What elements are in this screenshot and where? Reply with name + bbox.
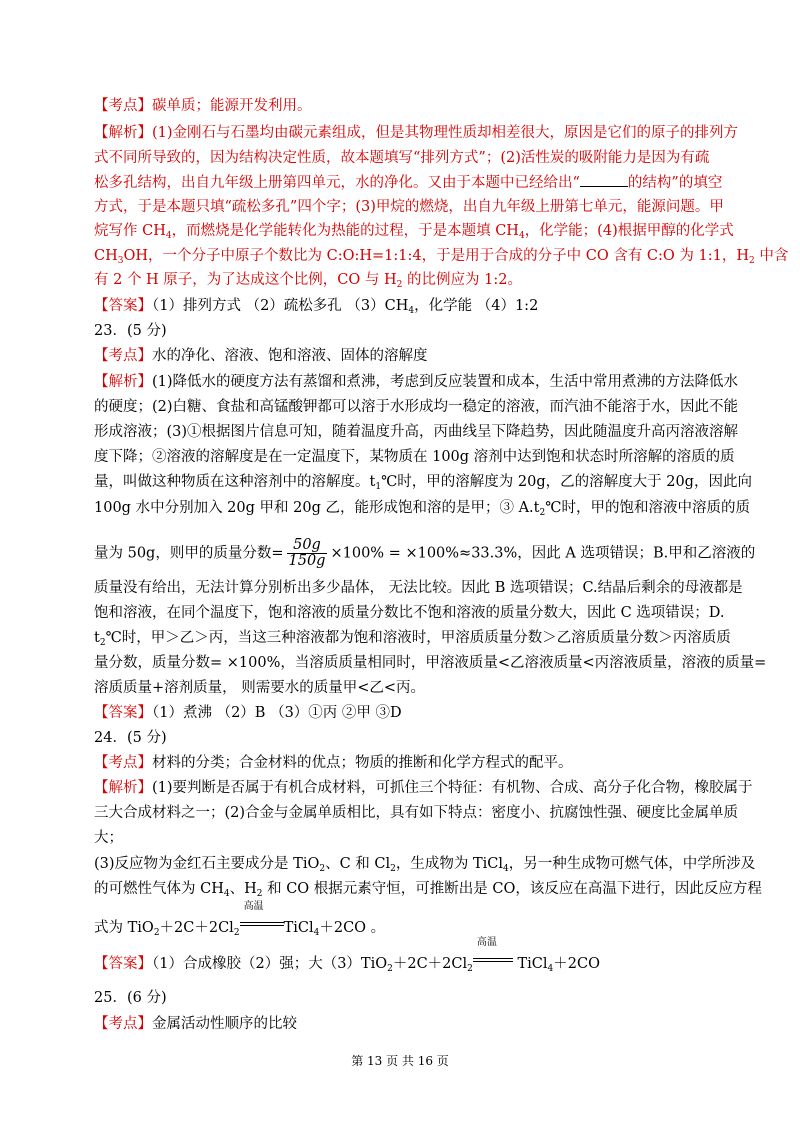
q23-jiexi-line: 饱和溶液，在同个温度下，饱和溶液的质量分数比不饱和溶液的质量分数大，因此 C 选项错误；D.: [94, 605, 725, 621]
q22-daan: 【答案】（1）排列方式 （2）疏松多孔 $(3)CH_4$，化学能 （4）1:2: [94, 298, 539, 316]
q23-jiexi-line: 【解析】(1)降低水的硬度方法有蒸馏和煮沸，考虑到反应装置和成本，生活中常用煮沸的方法降低水: [94, 374, 739, 390]
q22-jiexi-line: 松多孔结构，出自九年级上册第四单元，水的净化。又由于本题中已经给出“ 的结构”的填空: [94, 172, 722, 193]
q23-kaodian: 【考点】水的净化、溶液、饱和溶液、固体的溶解度: [94, 348, 428, 364]
q24-jiexi-equation: 式为 $TiO_2+2C+2Cl_2$ 高温 TiCl$_4$＋2CO 。: [94, 901, 386, 938]
reaction-condition: 高温: [240, 912, 284, 932]
reaction-condition: 高温: [473, 948, 513, 968]
q25-title: 25．(6 分): [94, 990, 167, 1006]
q23-jiexi-line: 量，叫做这种物质在这种溶剂中的溶解度。$t_1℃$时，甲的溶解度为 20g，乙的溶解度大于 20g，因此向: [94, 474, 752, 492]
q23-daan: 【答案】（1）煮沸 （2）B （3）①丙 ②甲 ③D: [94, 705, 402, 721]
q22-jiexi-line: 【解析】(1)金刚石与石墨均由碳元素组成，但是其物理性质却相差很大，原因是它们的原子的排列方: [94, 125, 739, 141]
q23-jiexi-line: 形成溶液；(3)①根据图片信息可知，随着温度升高，丙曲线呈下降趋势，因此随温度升高丙溶液溶解: [94, 424, 739, 440]
q22-jiexi-line: 烷写作 $CH_4$，而燃烧是化学能转化为热能的过程，于是本题填 $CH_4$，化学能；(4)根据甲醇的化学式: [94, 223, 734, 241]
page-footer: 第 13 页 共 16 页: [351, 1054, 449, 1068]
q23-jiexi-line: 的硬度；(2)白糖、食盐和高锰酸钾都可以溶于水形成均一稳定的溶液，而汽油不能溶于水，因此不能: [94, 399, 739, 415]
q22-jiexi-line: 方式，于是本题只填“疏松多孔”四个字；(3)甲烷的燃烧，出自九年级上册第七单元，能源问题。甲: [94, 199, 724, 215]
q22-jiexi-line: 式不同所导致的，因为结构决定性质，故本题填写“排列方式”；(2)活性炭的吸附能力是因为有疏: [94, 150, 710, 166]
q24-title: 24．(5 分): [94, 730, 167, 746]
q23-title: 23．(5 分): [94, 323, 167, 339]
q22-kaodian: 【考点】碳单质；能源开发利用。: [94, 98, 312, 114]
q24-daan: 【答案】（1）合成橡胶（2）强；大$(3)TiO_2+2C+2Cl_2$ 高温 TiCl$_4$＋2CO: [94, 937, 600, 974]
q25-kaodian: 【考点】金属活动性顺序的比较: [94, 1016, 297, 1032]
q24-jiexi-line: 的可燃性气体为 $CH_4$、$H_2$ 和 CO 根据元素守恒，可推断出是 CO，该反应在高温下进行，因此反应方程: [94, 881, 762, 899]
q24-jiexi-line: 【解析】(1)要判断是否属于有机合成材料，可抓住三个特征：有机物、合成、高分子化合物，橡胶属于: [94, 780, 753, 796]
q22-jiexi-line: $CH_3OH$，一个分子中原子个数比为 C:O:H=1:1:4，于是用于合成的分子中 CO 含有 C:O 为 1:1，$H_2$ 中含: [94, 248, 789, 266]
q22-jiexi-line: 有 2 个 H 原子，为了达成这个比例，CO 与 $H_2$ 的比例应为 1:2。: [94, 272, 522, 290]
q23-jiexi-line: 量分数，质量分数= ×100%，当溶质质量相同时，甲溶液质量<乙溶液质量<丙溶液质量，溶液的质量=: [94, 655, 767, 671]
q24-jiexi-line: (3)反应物为金红石主要成分是 TiO$_2$、C 和 $Cl_2$，生成物为 TiCl$_4$，另一种生成物可燃气体，中学所涉及: [94, 856, 756, 874]
q24-jiexi-line: 三大合成材料之一；(2)合金与金属单质相比，具有如下特点：密度小、抗腐蚀性强、硬度比金属单质: [94, 805, 739, 821]
mass-fraction: $\frac{50g}{150g}$: [288, 537, 326, 569]
q23-jiexi-line: 溶质质量+溶剂质量， 则需要水的质量甲<乙<丙。: [94, 680, 426, 696]
q23-jiexi-line: 质量没有给出，无法计算分别析出多少晶体， 无法比较。因此 B 选项错误；C.结晶后剩余的母液都是: [94, 580, 743, 596]
q23-jiexi-line: $t_2℃$时，甲＞乙＞丙，当这三种溶液都为饱和溶液时，甲溶质质量分数＞乙溶质质量分数＞丙溶质质: [94, 630, 731, 648]
q23-jiexi-line: 度下降；②溶液的溶解度是在一定温度下，某物质在 100g 溶剂中达到饱和状态时所溶解的溶质的质: [94, 449, 735, 465]
q23-jiexi-line: 量为 50g，则甲的质量分数= $\frac{50g}{150g}$ ×100% = ×100%≈33.3%，因此 A 选项错误；B.甲和乙溶液的: [94, 537, 756, 569]
q24-kaodian: 【考点】材料的分类；合金材料的优点；物质的推断和化学方程式的配平。: [94, 755, 573, 771]
fill-blank: [580, 172, 628, 187]
q23-jiexi-line: 100g 水中分别加入 20g 甲和 20g 乙，能形成饱和溶的是甲；③ $A.t_2℃$时，甲的饱和溶液中溶质的质: [94, 500, 750, 518]
q24-jiexi-line: 大；: [94, 830, 123, 846]
